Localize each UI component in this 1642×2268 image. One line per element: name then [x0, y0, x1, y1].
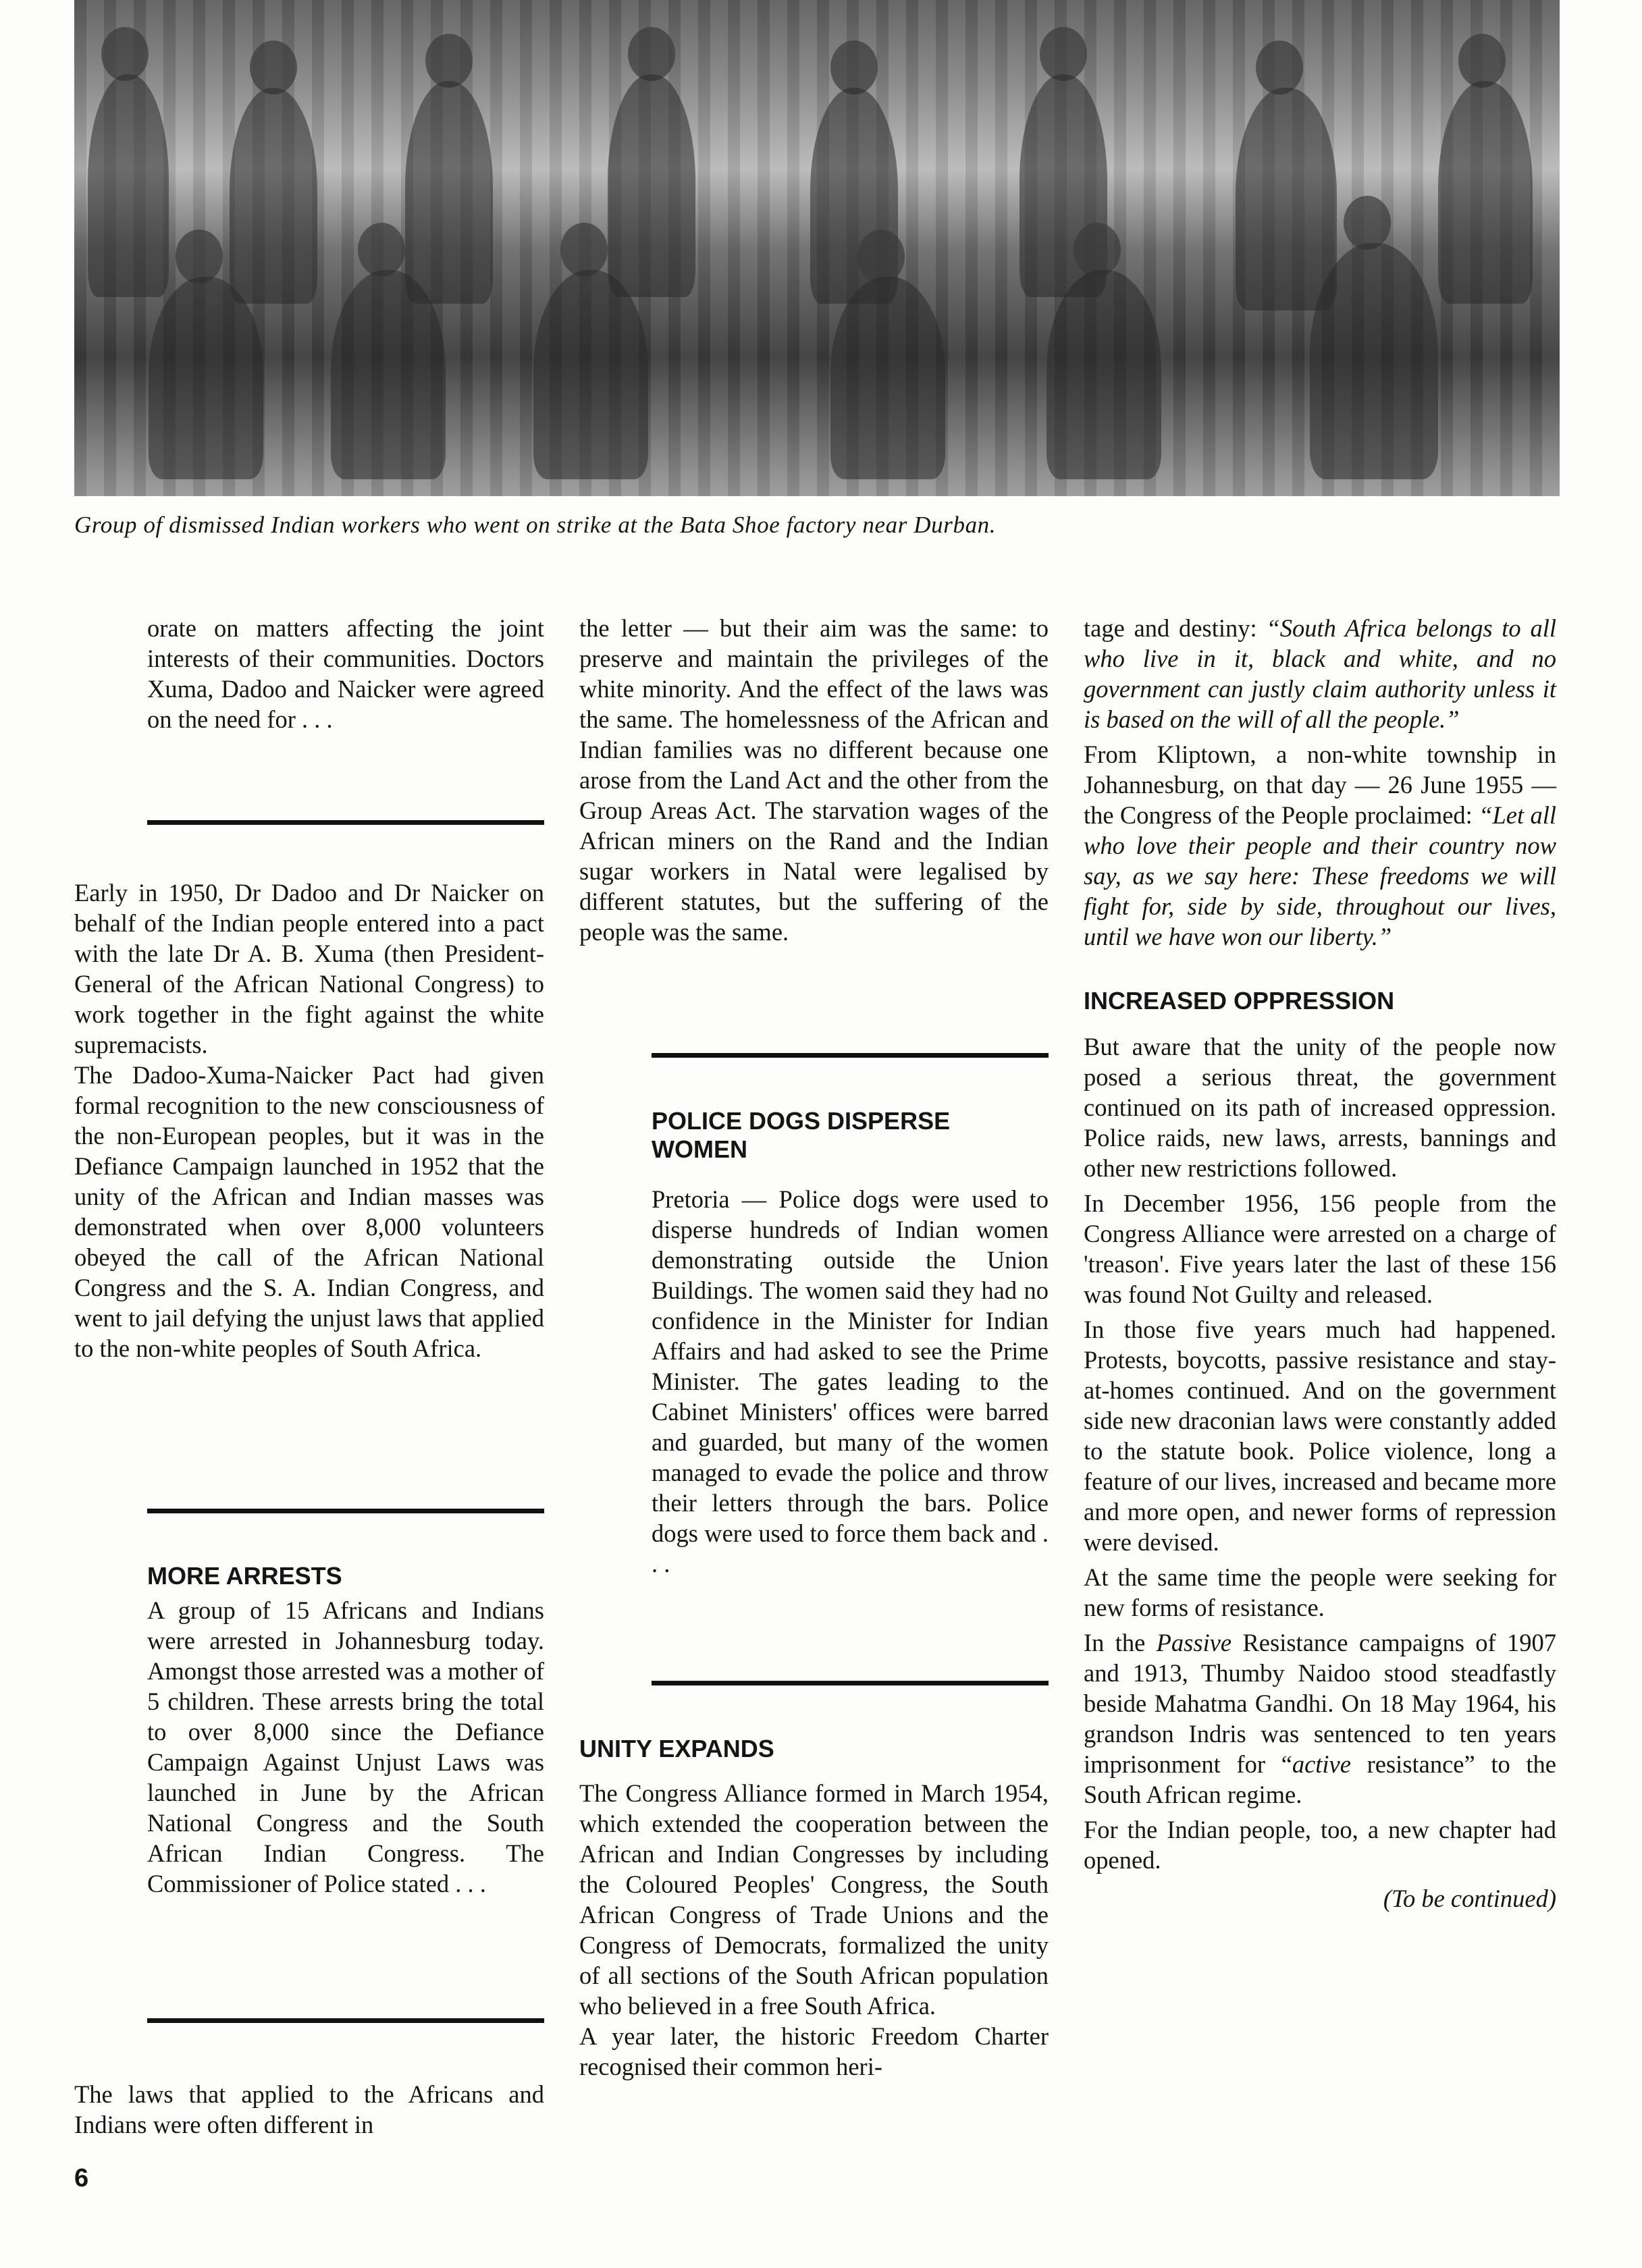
divider-rule	[147, 820, 544, 825]
page-number: 6	[74, 2164, 89, 2192]
col3-paragraph-3: But aware that the unity of the people now posed a serious threat, the government continued on its path of increased oppression. Police raids, new laws, arrests, bannings and other new restrictions followed.	[1084, 1033, 1556, 1182]
col3-p7-active: active	[1292, 1750, 1351, 1778]
police-dogs-heading: POLICE DOGS DISPERSE WOMEN	[652, 1107, 951, 1163]
col3-p7-passive: Passive	[1156, 1629, 1232, 1656]
divider-rule	[147, 1509, 544, 1513]
col3-paragraph-2	[1084, 739, 1556, 952]
column-1-more-arrests	[147, 1562, 544, 1899]
col2-paragraph-1: the letter — but their aim was the same: to preserve and maintain the privileges of the white minority. And the effect of the laws was the same. The homelessness of the African and Indian families was no different because one arose from the Land Act and the other from the Group Areas Act. The starvation wages of the African miners on the Rand and the Indian sugar workers in Natal were legalised by different statutes, but the suffering of the people was the same.	[579, 614, 1049, 946]
column-2	[579, 613, 1049, 947]
unity-expands-heading: UNITY EXPANDS	[579, 1735, 774, 1762]
col3-paragraph-6: At the same time the people were seeking for new forms of resistance.	[1084, 1563, 1556, 1621]
col3-paragraph-7	[1084, 1627, 1556, 1810]
col3-p2-quote: “Let all who love their people and their country now say, as we say here: These freedoms we will fight for, side by side, throughout our lives, until we have won our liberty.”	[1084, 801, 1556, 950]
column-3	[1084, 613, 1556, 1914]
column-2-unity	[579, 1735, 1049, 2082]
column-1-lower	[74, 878, 544, 1364]
column-1	[147, 613, 544, 734]
col3-p2-lead: From Kliptown, a non-white township in Johannesburg, on that day — 26 June 1955 — the Congress of the People proclaimed:	[1084, 740, 1556, 829]
divider-rule	[652, 1681, 1049, 1685]
to-be-continued: (To be continued)	[1383, 1885, 1556, 1912]
col1-paragraph-1: orate on matters affecting the joint interests of their communities. Doctors Xuma, Dadoo and Naicker were agreed on the need for . . .	[147, 614, 544, 733]
col3-p7-a: In the	[1084, 1629, 1157, 1656]
photo-caption: Group of dismissed Indian workers who went on strike at the Bata Shoe factory near Durban.	[74, 512, 997, 538]
col3-p1-quote: “South Africa belongs to all who live in it, black and white, and no government can justly claim authority unless it is based on the will of all the people.”	[1084, 614, 1556, 733]
col3-p7-b: Resistance campaigns of 1907 and 1913, Thumby Naidoo stood steadfastly beside Mahatma Gandhi. On 18 May 1964, his grandson Indris was sentenced to ten years imprisonment for “	[1084, 1629, 1556, 1778]
col2-paragraph-2: Pretoria — Police dogs were used to disperse hundreds of Indian women demonstrating outside the Union Buildings. The women said they had no confidence in the Minister for Indian Affairs and had asked to see the Prime Minister. The gates leading to the Cabinet Ministers' offices were barred and guarded, but many of the women managed to evade the police and throw their letters through the bars. Police dogs were used to force them back and . . .	[652, 1185, 1049, 1577]
col3-paragraph-5: In those five years much had happened. Protests, boycotts, passive resistance and stay-at-homes continued. And on the government side new draconian laws were constantly added to the statute book. Police violence, long a feature of our lives, increased and became more and more open, and newer forms of repression were devised.	[1084, 1316, 1556, 1556]
col2-paragraph-3: The Congress Alliance formed in March 1954, which extended the cooperation between the African and Indian Congresses by including the Coloured Peoples' Congress, the South African Congress of Trade Unions and the Congress of Democrats, formalized the unity of all sections of the South African population who believed in a free South Africa.	[579, 1779, 1049, 2020]
more-arrests-heading: MORE ARRESTS	[147, 1562, 342, 1590]
col3-paragraph-8: For the Indian people, too, a new chapter had opened.	[1084, 1816, 1556, 1874]
column-2-police-dogs	[652, 1107, 1049, 1579]
col1-paragraph-5: The laws that applied to the Africans and Indians were often different in	[74, 2080, 544, 2138]
col2-paragraph-4: A year later, the historic Freedom Charter recognised their common heri-	[579, 2022, 1049, 2080]
col3-paragraph-4: In December 1956, 156 people from the Congress Alliance were arrested on a charge of 'treason'. Five years later the last of these 156 was found Not Guilty and released.	[1084, 1189, 1556, 1308]
increased-oppression-heading: INCREASED OPPRESSION	[1084, 987, 1395, 1015]
divider-rule	[652, 1053, 1049, 1058]
column-1-bottom	[74, 2079, 544, 2140]
col1-paragraph-4: A group of 15 Africans and Indians were arrested in Johannesburg today. Amongst those arrested was a mother of 5 children. These arrests bring the total to over 8,000 since the Defiance Campaign Against Unjust Laws was launched in June by the African National Congress and the South African Indian Congress. The Commissioner of Police stated . . .	[147, 1596, 544, 1897]
col1-paragraph-2: Early in 1950, Dr Dadoo and Dr Naicker on behalf of the Indian people entered into a pact with the late Dr A. B. Xuma (then President-General of the African National Congress) to work together in the fight against the white supremacists.	[74, 879, 544, 1058]
col3-p1-lead: tage and destiny:	[1084, 614, 1267, 642]
col3-p7-c: resistance” to the South African regime.	[1084, 1750, 1556, 1808]
col3-paragraph-1	[1084, 613, 1556, 734]
col1-paragraph-3: The Dadoo-Xuma-Naicker Pact had given formal recognition to the new consciousness of the non-European peoples, but it was in the Defiance Campaign launched in 1952 that the unity of the African and Indian masses was demonstrated when over 8,000 volunteers obeyed the call of the African National Congress and the S. A. Indian Congress, and went to jail defying the unjust laws that applied to the non-white peoples of South Africa.	[74, 1061, 544, 1362]
divider-rule	[147, 2018, 544, 2023]
group-photo	[74, 0, 1560, 496]
